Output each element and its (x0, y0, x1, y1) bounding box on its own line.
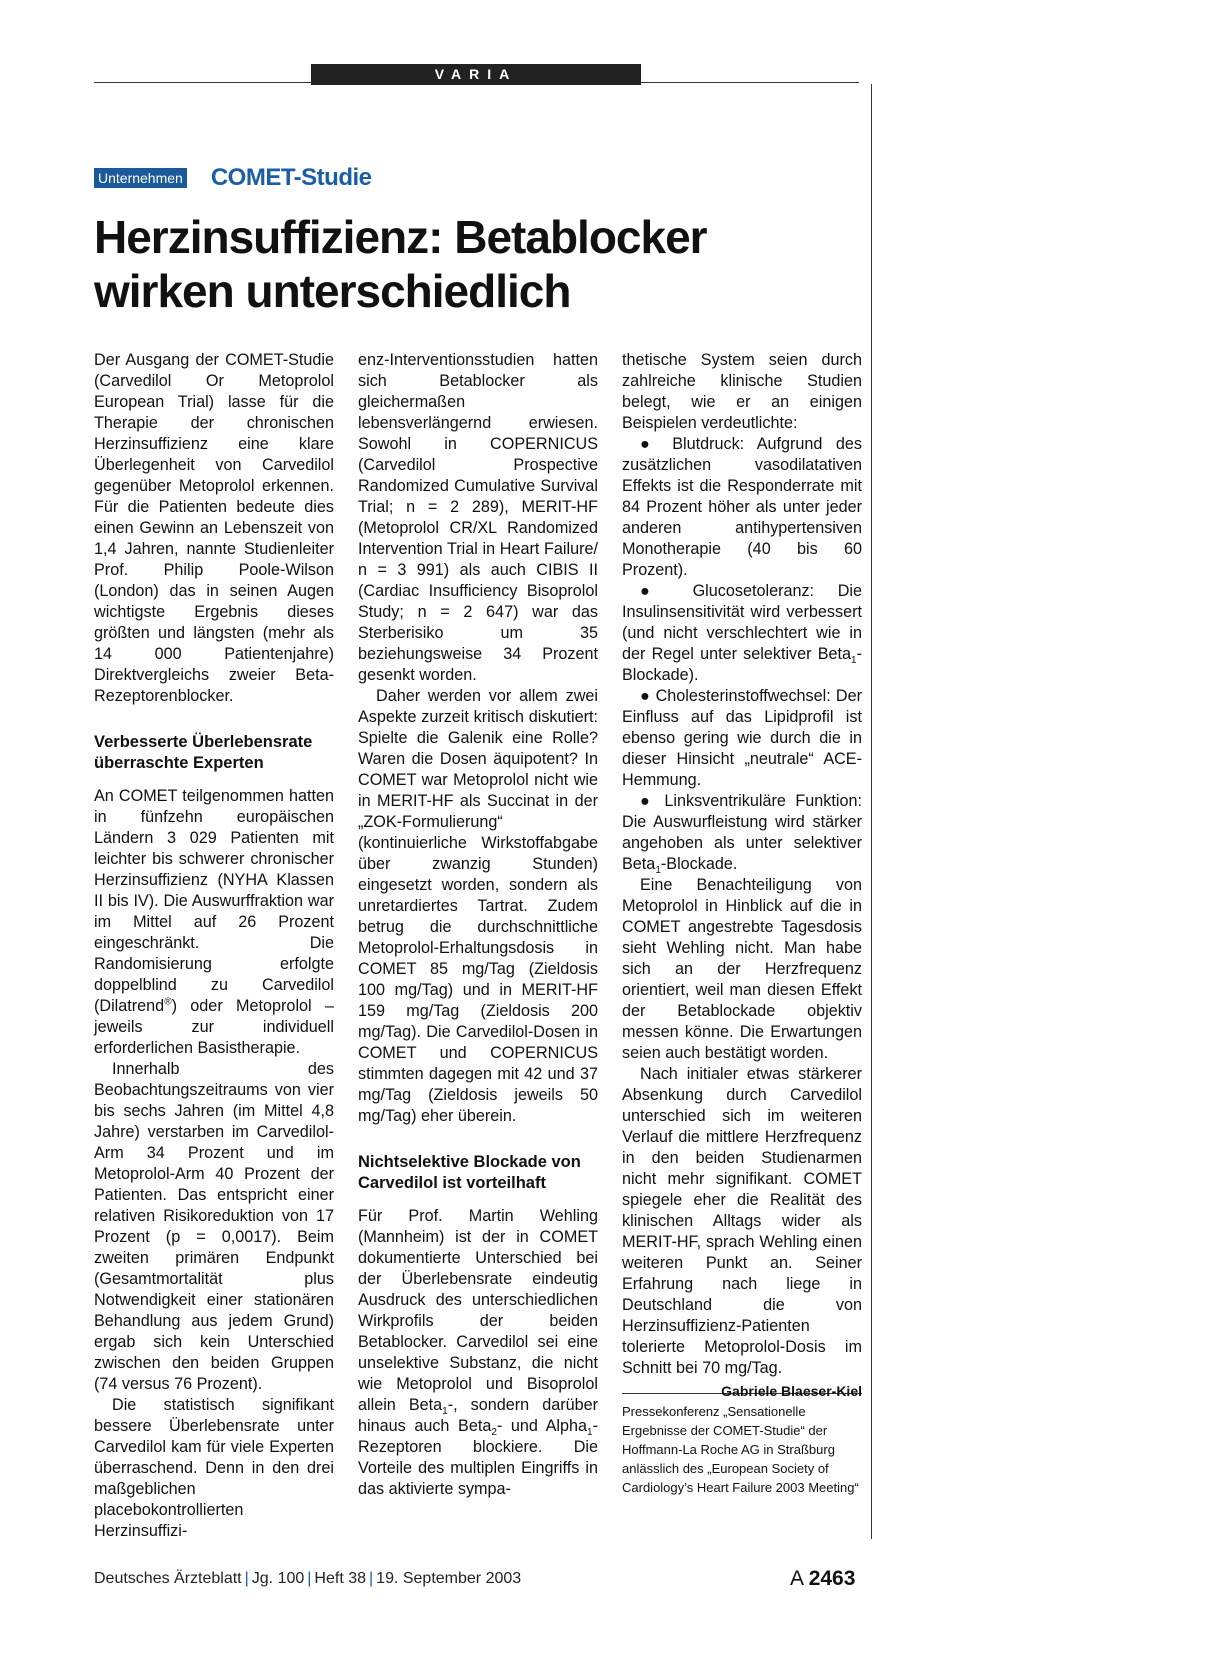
bullet-item: ● Glucosetoleranz: Die Insulinsensitivität wird verbessert (und nicht verschlechtert wie in der Regel unter selektiver Beta$_1$-Blockade). (622, 582, 862, 684)
paragraph: Der Ausgang der COMET-Studie (Carvedilol Or Metoprolol European Trial) lasse für die Therapie der chronischen Herzinsuffizienz eine klare Überlegenheit von Carvedilol gegenüber Metoprolol erkennen. Für die Patienten bedeute dies einen Gewinn an Lebenszeit von 1,4 Jahren, nannte Studienleiter Prof. Philip Poole-Wilson (London) das in seinen Augen wichtigste Ergebnis dieses größten und längsten (mehr als 14 000 Patientenjahre) Direktvergleichs zweier Beta-Rezeptorenblocker. (94, 351, 334, 705)
paragraph: Die statistisch signifikant bessere Überlebensrate unter Carvedilol kam für viele Experten überraschend. Denn in den drei maßgeblichen placebokontrollierten Herzinsuffizi- (94, 1396, 334, 1540)
bullet-item: ● Blutdruck: Aufgrund des zusätzlichen vasodilatativen Effekts ist die Responderrate mit 84 Prozent höher als unter jeder anderen antihypertensiven Monotherapie (40 bis 60 Prozent). (622, 435, 862, 579)
category-tag: Unternehmen (94, 168, 187, 188)
bullet-item: ● Cholesterinstoffwechsel: Der Einfluss auf das Lipidprofil ist ebenso gering wie durch die in dieser Hinsicht „neutrale“ ACE-Hemmung. (622, 687, 862, 789)
bullet-item: ● Linksventrikuläre Funktion: Die Auswurfleistung wird stärker angehoben als unter selektiver Beta$_1$-Blockade. (622, 792, 862, 877)
title-line-1: Herzinsuffizienz: Betablocker (94, 211, 707, 263)
date: 19. September 2003 (376, 1570, 522, 1587)
paragraph: Eine Benachteiligung von Metoprolol in Hinblick auf die in COMET angestrebte Tagesdosis sieht Wehling nicht. Man habe sich an der Herzfrequenz orientiert, weil man diesen Effekt der Betablockade objektiv messen könne. Die Erwartungen seien auch bestätigt worden. (622, 876, 862, 1062)
paragraph: Nach initialer etwas stärkerer Absenkung durch Carvedilol unterschied sich im weiteren Verlauf die mittlere Herzfrequenz in den beiden Studienarmen nicht mehr signifikant. COMET spiegele eher die Realität des klinischen Alltags wider als MERIT-HF, sprach Wehling einen weiteren Punkt an. Seiner Erfahrung nach liege in Deutschland die von Herzinsuffizienz-Patienten tolerierte Metoprolol-Dosis im Schnitt bei 70 mg/Tag. Gabriele Blaeser-Kiel (622, 1064, 862, 1379)
column-2 (358, 350, 598, 1500)
paragraph: Innerhalb des Beobachtungszeitraums von vier bis sechs Jahren (im Mittel 4,8 Jahre) verstarben im Carvedilol-Arm 34 Prozent und im Metoprolol-Arm 40 Prozent der Patienten. Das entspricht einer relativen Risikoreduktion von 17 Prozent (p = 0,0017). Beim zweiten primären Endpunkt (Gesamtmortalität plus Notwendigkeit einer stationären Behandlung aus jedem Grund) ergab sich kein Unterschied zwischen den beiden Gruppen (74 versus 76 Prozent). (94, 1060, 334, 1393)
title-line-2: wirken unterschiedlich (94, 265, 571, 317)
issue: Heft 38 (314, 1570, 367, 1587)
article-title (94, 210, 854, 318)
column-3 (622, 350, 862, 1497)
column-1 (94, 350, 334, 1542)
footer: Deutsches Ärzteblatt | Jg. 100 | Heft 38 | 19. September 2003 (94, 1570, 522, 1587)
topic-label: COMET-Studie (210, 164, 372, 191)
page-number: A 2463 (790, 1567, 856, 1590)
paragraph: enz-Interventionsstudien hatten sich Betablocker als gleichermaßen lebensverlängernd erwiesen. Sowohl in COPERNICUS (Carvedilol Prospective Randomized Cumulative Survival Trial; n = 2 289), MERIT-HF (Metoprolol CR/XL Randomized Intervention Trial in Heart Failure/ n = 3 991) als auch CIBIS II (Cardiac Insufficiency Bisoprolol Study; n = 2 647) war das Sterberisiko um 35 beziehungsweise 34 Prozent gesenkt worden. (358, 351, 598, 684)
subheading: Verbesserte Überlebensrate überraschte Experten (94, 733, 313, 772)
paragraph: thetische System seien durch zahlreiche klinische Studien belegt, wie er an einigen Beispielen verdeutlichte: (622, 351, 862, 432)
journal-name: Deutsches Ärzteblatt (94, 1570, 242, 1587)
paragraph: Für Prof. Martin Wehling (Mannheim) ist der in COMET dokumentierte Unterschied bei der Überlebensrate eindeutig Ausdruck des unterschiedlichen Wirkprofils der beiden Betablocker. Carvedilol sei eine unselektive Substanz, die nicht wie Metoprolol und Bisoprolol allein Beta$_1$-, sondern darüber hinaus auch Beta$_2$- und Alpha$_1$-Rezeptoren blockiere. Die Vorteile des multiplen Eingriffs in das aktivierte sympa- (358, 1207, 598, 1498)
kicker (94, 164, 372, 192)
right-rule (871, 84, 872, 1539)
paragraph: An COMET teilgenommen hatten in fünfzehn europäischen Ländern 3 029 Patienten mit leichter bis schwerer chronischer Herzinsuffizienz (NYHA Klassen II bis IV). Die Auswurffraktion war im Mittel auf 26 Prozent eingeschränkt. Die Randomisierung erfolgte doppelblind zu Carvedilol (Dilatrend®) oder Metoprolol – jeweils zur individuell erforderlichen Basistherapie. (94, 787, 334, 1057)
source-note: Pressekonferenz „Sensationelle Ergebnisse der COMET-Studie“ der Hoffmann-La Roche AG in Straßburg anlässlich des „European Society of Cardiology’s Heart Failure 2003 Meeting“ (622, 1393, 862, 1497)
paragraph: Daher werden vor allem zwei Aspekte zurzeit kritisch diskutiert: Spielte die Galenik eine Rolle? Waren die Dosen äquipotent? In COMET war Metoprolol nicht wie in MERIT-HF als Succinat in der „ZOK-Formulierung“ (kontinuierliche Wirkstoffabgabe über zwanzig Stunden) eingesetzt worden, sondern als unretardiertes Tartrat. Zudem betrug die durchschnittliche Metoprolol-Erhaltungsdosis in COMET 85 mg/Tag (Zieldosis 100 mg/Tag) und in MERIT-HF 159 mg/Tag (Zieldosis 200 mg/Tag). Die Carvedilol-Dosen in COMET und COPERNICUS stimmten dagegen mit 42 und 37 mg/Tag (Zieldosis jeweils 50 mg/Tag) eher überein. (358, 687, 598, 1125)
section-label: VARIA (311, 64, 641, 85)
author-signature: Gabriele Blaeser-Kiel (721, 1383, 862, 1399)
subheading: Nichtselektive Blockade von Carvedilol ist vorteilhaft (358, 1153, 581, 1192)
volume: Jg. 100 (251, 1570, 305, 1587)
